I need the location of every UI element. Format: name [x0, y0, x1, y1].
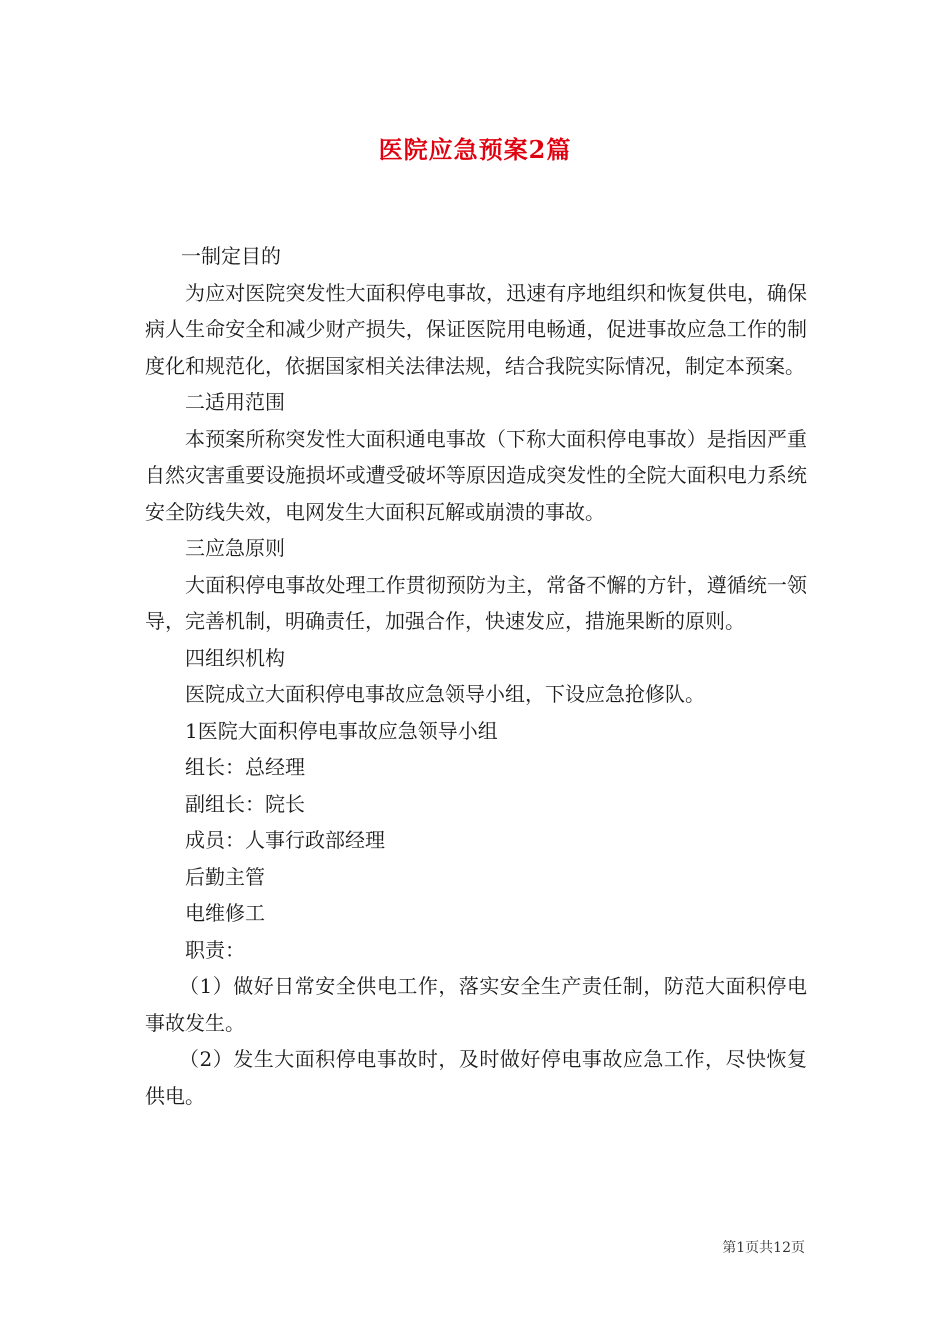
section-heading-purpose: 一制定目的	[181, 244, 281, 268]
section-heading-organization: 四组织机构	[185, 645, 285, 670]
section-heading-principles: 三应急原则	[185, 536, 285, 560]
list-item-members: 成员：人事行政部经理	[185, 828, 385, 852]
list-item-electrician: 电维修工	[185, 901, 265, 925]
paragraph-principles: 大面积停电事故处理工作贯彻预防为主，常备不懈的方针，遵循统一领导，完善机制，明确责任，加强合作，快速发应，措施果断的原则。	[145, 572, 807, 633]
duties-label: 职责：	[185, 937, 245, 962]
duty-item-1: （1）做好日常安全供电工作，落实安全生产责任制，防范大面积停电事故发生。	[145, 974, 807, 1035]
subsection-heading-leadership-group: 1医院大面积停电事故应急领导小组	[185, 718, 498, 743]
document-title: 医院应急预案2篇	[378, 135, 572, 164]
document-body	[145, 238, 807, 1114]
duty-item-2: （2）发生大面积停电事故时，及时做好停电事故应急工作，尽快恢复供电。	[145, 1047, 807, 1108]
page-number: 第1页共12页	[722, 1240, 805, 1256]
paragraph-purpose: 为应对医院突发性大面积停电事故，迅速有序地组织和恢复供电，确保病人生命安全和减少财产损失，保证医院用电畅通，促进事故应急工作的制度化和规范化，依据国家相关法律法规，结合我院实际情况，制定本预案。	[145, 280, 807, 378]
list-item-group-leader: 组长：总经理	[185, 755, 305, 779]
list-item-deputy-leader: 副组长：院长	[185, 791, 305, 816]
paragraph-scope: 本预案所称突发性大面积通电事故（下称大面积停电事故）是指因严重自然灾害重要设施损坏或遭受破坏等原因造成突发性的全院大面积电力系统安全防线失效，电网发生大面积瓦解或崩溃的事故。	[145, 426, 807, 524]
section-heading-scope: 二适用范围	[185, 390, 285, 414]
paragraph-organization: 医院成立大面积停电事故应急领导小组，下设应急抢修队。	[185, 682, 705, 706]
list-item-logistics-supervisor: 后勤主管	[185, 864, 265, 889]
